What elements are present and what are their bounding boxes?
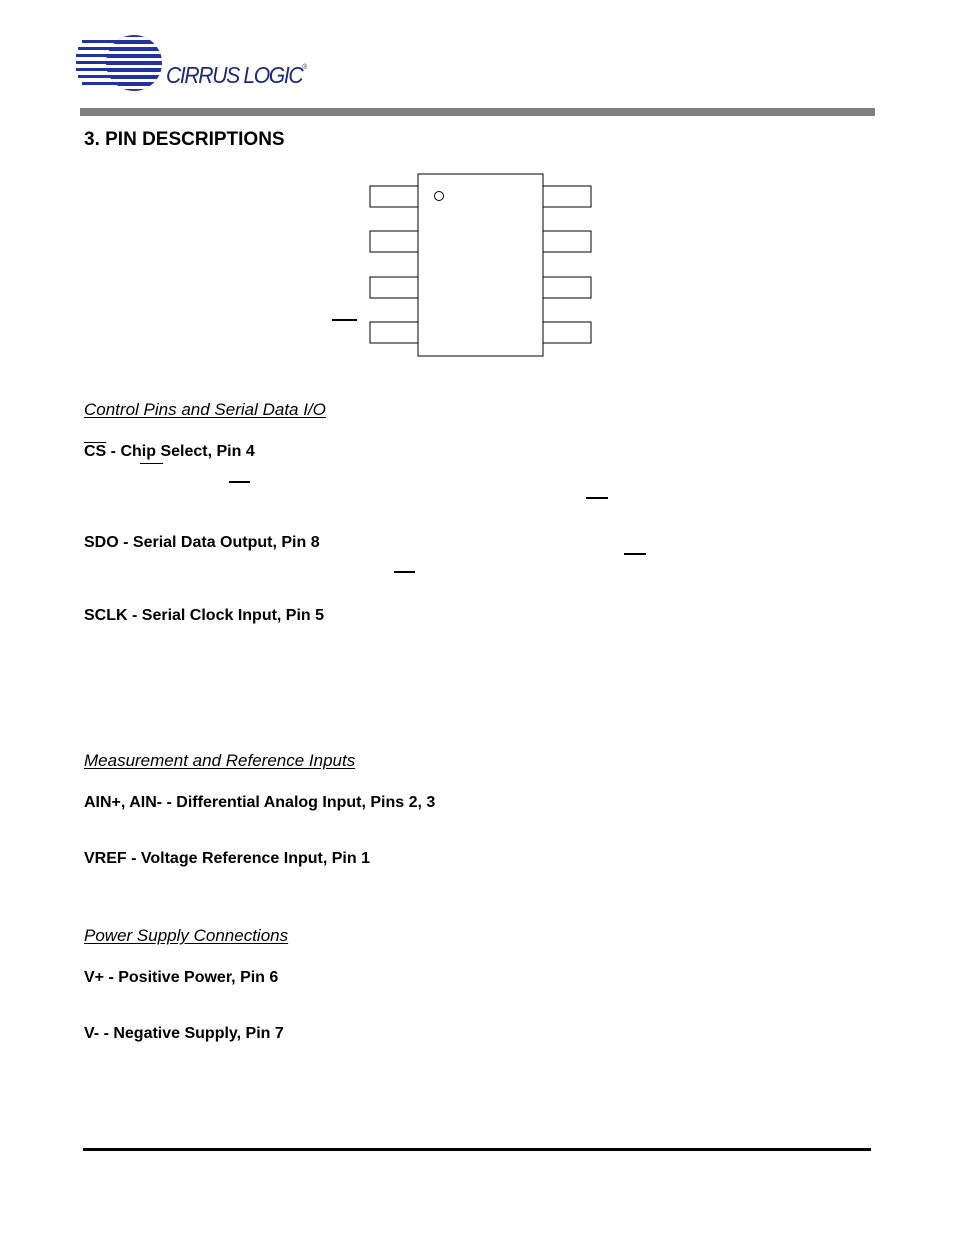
overbar-mark	[229, 481, 250, 483]
pin-heading-sclk: SCLK - Serial Clock Input, Pin 5	[84, 607, 325, 624]
pin-heading-ain: AIN+, AIN- - Differential Analog Input, Pins 2, 3	[84, 794, 436, 811]
registered-mark: ®	[302, 64, 308, 71]
pin-2-lead	[370, 231, 418, 252]
section-title: 3. PIN DESCRIPTIONS	[84, 129, 285, 150]
pin-4-lead	[370, 322, 418, 343]
pin-7-lead	[543, 231, 591, 252]
group-title-control-pins: Control Pins and Serial Data I/O	[84, 400, 326, 419]
pin-5-lead	[543, 322, 591, 343]
logo-company-name: CIRRUS LOGIC	[166, 62, 303, 88]
cs-heading-rest: - Chip Select, Pin 4	[106, 443, 255, 460]
overbar-mark	[140, 463, 163, 464]
pin-heading-vref: VREF - Voltage Reference Input, Pin 1	[84, 850, 370, 867]
header-bar	[80, 108, 875, 116]
pin-1-lead	[370, 186, 418, 207]
pin-8-lead	[543, 186, 591, 207]
pin1-indicator	[435, 192, 444, 201]
overbar-mark	[624, 553, 646, 555]
pin-6-lead	[543, 277, 591, 298]
group-title-measurement-inputs: Measurement and Reference Inputs	[84, 751, 356, 770]
pin-heading-sdo: SDO - Serial Data Output, Pin 8	[84, 534, 320, 551]
logo-wordmark	[166, 62, 307, 89]
pin-heading-cs	[84, 443, 255, 461]
overbar-mark	[394, 571, 415, 573]
ic-body	[418, 174, 543, 356]
pin-heading-vminus: V- - Negative Supply, Pin 7	[84, 1025, 284, 1042]
cs-overlined: $\overline{CS}$	[84, 443, 107, 460]
ic-package-diagram	[330, 170, 630, 370]
group-title-power-supply: Power Supply Connections	[84, 926, 289, 945]
pin-3-lead	[370, 277, 418, 298]
pin-heading-vplus: V+ - Positive Power, Pin 6	[84, 969, 279, 986]
footer-rule	[83, 1148, 871, 1151]
overbar-mark	[586, 497, 608, 499]
